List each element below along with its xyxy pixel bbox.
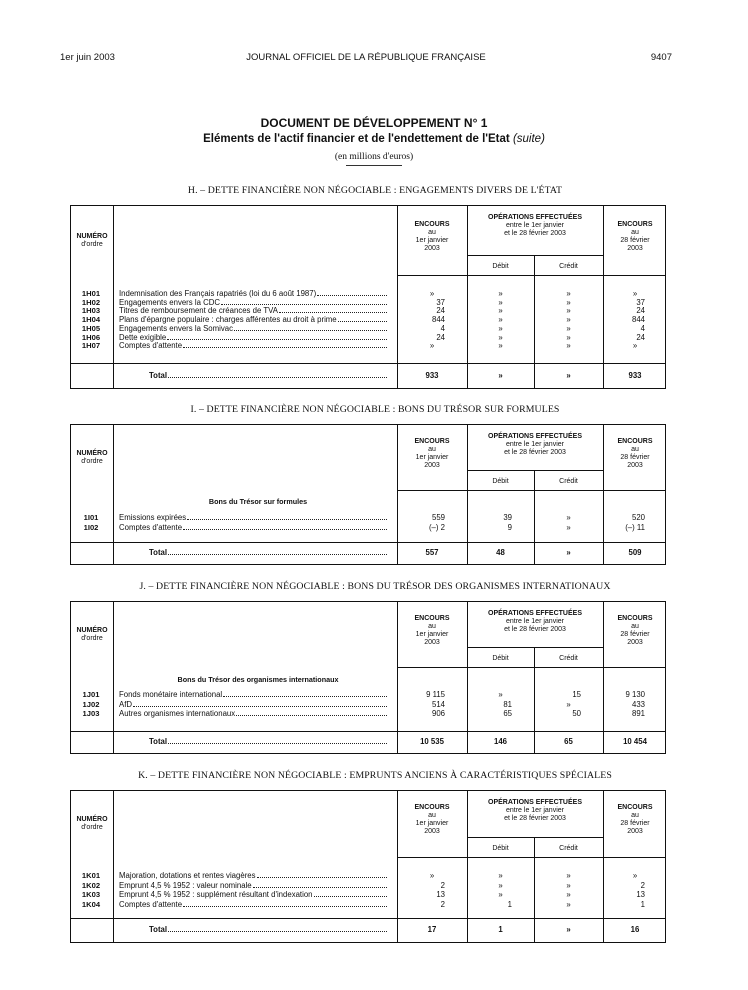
column-divider [113, 791, 114, 942]
row-label [119, 289, 387, 298]
credit-header: Crédit [559, 845, 578, 852]
row-value-start: » [429, 341, 435, 351]
row-value-start: 514 [431, 699, 445, 709]
leader-dots [223, 690, 387, 697]
leader-dots [234, 324, 387, 331]
encours-end-header [603, 221, 667, 253]
row-label-text: Plans d'épargne populaire : charges afférentes au droit à prime [119, 315, 337, 325]
section-subheading: Bons du Trésor des organismes internationaux [177, 675, 339, 684]
row-value-debit: » [498, 871, 503, 880]
row-value-end: 844 [631, 315, 645, 325]
encours-end-header-line: 28 février [620, 630, 650, 638]
operations-rule [467, 647, 603, 648]
row-label [119, 709, 387, 718]
row-value-start: 37 [436, 297, 445, 307]
encours-end-header-line: 28 février [620, 453, 650, 461]
leader-dots [221, 298, 387, 305]
encours-start-header-line: ENCOURS [414, 437, 450, 445]
row-value-credit: » [566, 297, 571, 307]
encours-start-header-line: au [428, 812, 436, 820]
row-value-debit: » [498, 306, 503, 316]
operations-header-line: OPÉRATIONS EFFECTUÉES [488, 433, 582, 440]
row-label-text: Emissions expirées [119, 513, 187, 522]
encours-start-header-line: au [428, 445, 436, 453]
leader-dots [168, 548, 387, 555]
row-value-credit: » [566, 341, 571, 351]
document-unit: (en millions d'euros) [334, 152, 414, 162]
leader-dots [167, 333, 387, 340]
debit-header: Débit [492, 478, 509, 485]
operations-header [467, 799, 603, 823]
header-journal: JOURNAL OFFICIEL DE LA RÉPUBLIQUE FRANÇAISE [246, 52, 486, 63]
encours-start-header-line: ENCOURS [414, 220, 450, 228]
row-value-debit: » [498, 890, 503, 899]
ordre-label: d'ordre [81, 457, 103, 465]
operations-header [467, 610, 603, 634]
total-rule [71, 363, 665, 364]
row-value-end: 520 [631, 513, 645, 522]
leader-dots [183, 900, 387, 907]
leader-dots [183, 341, 387, 348]
total-value-start: 557 [425, 548, 439, 557]
row-value-start: (–) 2 [428, 522, 445, 532]
numero-header [71, 233, 113, 249]
total-label-text: Total [149, 548, 168, 557]
credit-header: Crédit [559, 478, 578, 485]
leader-dots [253, 881, 387, 888]
row-value-start: 4 [440, 323, 445, 333]
row-label-text: Indemnisation des Français rapatriés (loi du 6 août 1987) [119, 289, 317, 298]
operations-header-line: OPÉRATIONS EFFECTUÉES [488, 214, 582, 221]
row-label [119, 690, 387, 699]
numero-header [71, 450, 113, 466]
operations-header [467, 433, 603, 457]
total-value-credit: » [566, 370, 571, 380]
debit-header: Débit [492, 263, 509, 270]
leader-dots [168, 925, 387, 932]
row-label-text: Emprunt 4,5 % 1952 : valeur nominale [119, 880, 252, 890]
leader-dots [133, 700, 387, 707]
encours-end-header-line: 2003 [627, 244, 643, 252]
debit-header: Débit [492, 655, 509, 662]
section-table [70, 424, 666, 565]
row-code: 1H06 [81, 332, 101, 342]
row-value-credit: » [566, 315, 571, 325]
document-subtitle-text: Eléments de l'actif financier et de l'endettement de l'Etat [203, 133, 510, 145]
row-value-start: » [429, 289, 435, 298]
encours-end-header-line: au [631, 445, 639, 453]
operations-header-line: entre le 1er janvier [506, 807, 564, 815]
row-value-credit: » [566, 699, 571, 709]
encours-end-header-line: 2003 [627, 461, 643, 469]
row-label [119, 871, 387, 880]
column-divider [113, 425, 114, 564]
row-label [119, 341, 387, 350]
section-title: K. – DETTE FINANCIÈRE NON NÉGOCIABLE : EMPRUNTS ANCIENS À CARACTÉRISTIQUES SPÉCIALES [138, 770, 612, 781]
section-title: J. – DETTE FINANCIÈRE NON NÉGOCIABLE : BONS DU TRÉSOR DES ORGANISMES INTERNATIONAUX [139, 581, 611, 592]
operations-rule [467, 837, 603, 838]
total-value-start: 933 [425, 370, 439, 380]
row-label [119, 298, 387, 307]
row-value-credit: » [566, 522, 571, 532]
ordre-label: d'ordre [81, 824, 103, 832]
numero-label: NUMÉRO [76, 232, 108, 240]
leader-dots [168, 737, 387, 744]
section-title: H. – DETTE FINANCIÈRE NON NÉGOCIABLE : ENGAGEMENTS DIVERS DE L'ÉTAT [187, 185, 563, 196]
column-divider [113, 206, 114, 388]
row-value-credit: » [566, 332, 571, 342]
encours-start-header-line: 1er janvier [415, 820, 449, 828]
row-label [119, 700, 387, 709]
row-code: 1J01 [82, 690, 100, 699]
total-label [149, 925, 387, 934]
total-value-credit: » [566, 548, 571, 557]
header-rule [397, 490, 665, 491]
row-value-credit: 50 [572, 709, 581, 718]
row-label [119, 333, 387, 342]
total-value-debit: » [498, 370, 503, 380]
row-value-end: » [632, 871, 638, 880]
total-label-text: Total [149, 370, 168, 380]
encours-start-header-line: au [428, 622, 436, 630]
row-value-end: 891 [631, 709, 645, 718]
total-value-debit: 1 [498, 925, 503, 934]
operations-header-line: et le 28 février 2003 [504, 815, 566, 823]
row-value-start: 9 115 [426, 690, 445, 699]
total-value-end: 16 [630, 925, 640, 934]
row-value-end: 4 [640, 323, 645, 333]
encours-start-header-line: 2003 [424, 638, 440, 646]
row-value-start: 559 [431, 513, 445, 522]
header-page-number: 9407 [650, 52, 672, 63]
total-label-text: Total [149, 925, 168, 934]
encours-end-header-line: au [631, 622, 639, 630]
total-value-debit: 48 [496, 548, 505, 557]
document-subtitle [0, 133, 748, 145]
total-value-end: 509 [628, 548, 642, 557]
row-label [119, 306, 387, 315]
row-label [119, 900, 387, 909]
row-label [119, 324, 387, 333]
row-value-debit: » [498, 332, 503, 342]
row-label-text: Comptes d'attente [119, 341, 183, 351]
encours-end-header-line: 28 février [620, 236, 650, 244]
debit-header: Débit [492, 845, 509, 852]
row-value-end: 13 [636, 890, 645, 899]
encours-end-header-line: ENCOURS [617, 614, 653, 622]
total-value-credit: » [566, 925, 571, 934]
operations-header-line: et le 28 février 2003 [504, 626, 566, 634]
operations-header [467, 214, 603, 238]
row-value-start: 13 [436, 890, 445, 899]
encours-start-header-line: 2003 [424, 828, 440, 836]
numero-label: NUMÉRO [76, 449, 108, 457]
row-value-debit: » [498, 690, 503, 699]
leader-dots [279, 306, 387, 313]
encours-end-header-line: ENCOURS [617, 220, 653, 228]
encours-end-header-line: ENCOURS [617, 804, 653, 811]
row-code: 1H02 [81, 297, 101, 307]
total-label [149, 548, 387, 557]
leader-dots [257, 871, 387, 878]
total-value-start: 17 [427, 925, 437, 934]
total-value-credit: 65 [564, 737, 573, 746]
total-value-end: 10 454 [623, 737, 647, 746]
row-value-start: 24 [436, 306, 445, 316]
row-code: 1H07 [81, 341, 101, 351]
row-value-debit: » [498, 315, 503, 325]
row-label-text: Engagements envers la Somivac [119, 323, 233, 333]
row-code: 1K04 [81, 899, 101, 909]
document-title: DOCUMENT DE DÉVELOPPEMENT N° 1 [260, 116, 488, 130]
row-code: 1H04 [81, 315, 101, 325]
total-rule [71, 731, 665, 732]
encours-start-header [397, 615, 467, 647]
leader-dots [338, 315, 387, 322]
title-divider [346, 165, 402, 166]
row-value-debit: 1 [507, 899, 512, 909]
encours-start-header [397, 804, 467, 836]
row-label-text: Majoration, dotations et rentes viagères [119, 871, 256, 880]
leader-dots [236, 709, 387, 716]
leader-dots [183, 523, 387, 530]
row-label-text: Engagements envers la CDC [119, 297, 220, 307]
row-label [119, 881, 387, 890]
row-code: 1K03 [81, 890, 101, 899]
row-value-debit: » [498, 341, 503, 351]
row-value-end: » [632, 341, 638, 351]
total-value-debit: 146 [493, 737, 507, 746]
row-value-start: 844 [431, 315, 445, 325]
header-rule [397, 667, 665, 668]
header-date: 1er juin 2003 [60, 52, 115, 63]
row-code: 1K02 [81, 880, 101, 890]
section-title: I. – DETTE FINANCIÈRE NON NÉGOCIABLE : BONS DU TRÉSOR SUR FORMULES [190, 404, 560, 415]
row-code: 1J02 [82, 699, 100, 709]
row-label [119, 523, 387, 532]
row-value-credit: » [566, 513, 571, 522]
row-value-credit: » [566, 880, 571, 890]
row-value-end: 9 130 [625, 690, 645, 699]
ordre-label: d'ordre [81, 240, 103, 248]
header-rule [397, 857, 665, 858]
encours-end-header-line: ENCOURS [617, 437, 653, 445]
row-value-end: 1 [640, 899, 645, 909]
section-table [70, 601, 666, 754]
row-label-text: Dette exigible [119, 332, 167, 342]
encours-start-header-line: 2003 [424, 244, 440, 252]
row-value-end: 24 [636, 332, 645, 342]
encours-end-header [603, 615, 667, 647]
operations-header-line: OPÉRATIONS EFFECTUÉES [488, 799, 582, 806]
operations-rule [467, 470, 603, 471]
total-value-end: 933 [628, 370, 642, 380]
numero-header [71, 816, 113, 832]
row-value-debit: » [498, 880, 503, 890]
numero-label: NUMÉRO [76, 626, 108, 634]
row-value-end: 2 [640, 880, 645, 890]
section-table [70, 790, 666, 943]
row-value-debit: » [498, 323, 503, 333]
encours-start-header-line: ENCOURS [414, 614, 450, 622]
row-value-start: 906 [431, 709, 445, 718]
row-label [119, 890, 387, 899]
header-rule [397, 275, 665, 276]
row-value-debit: 81 [503, 699, 512, 709]
total-label [149, 737, 387, 746]
leader-dots [187, 513, 387, 520]
total-label-text: Total [149, 737, 168, 746]
operations-header-line: et le 28 février 2003 [504, 230, 566, 238]
total-rule [71, 918, 665, 919]
leader-dots [317, 289, 387, 296]
operations-header-line: entre le 1er janvier [506, 618, 564, 626]
encours-start-header-line: au [428, 228, 436, 236]
row-label [119, 315, 387, 324]
total-rule [71, 542, 665, 543]
encours-end-header-line: au [631, 228, 639, 236]
encours-start-header [397, 438, 467, 470]
row-code: 1H03 [81, 306, 101, 316]
row-value-debit: 39 [503, 513, 512, 522]
row-label [119, 513, 387, 522]
row-value-credit: 15 [572, 690, 581, 699]
leader-dots [168, 371, 387, 378]
total-value-start: 10 535 [420, 737, 444, 746]
row-value-credit: » [566, 899, 571, 909]
row-value-debit: 65 [503, 709, 512, 718]
encours-end-header-line: au [631, 812, 639, 820]
operations-header-line: et le 28 février 2003 [504, 449, 566, 457]
encours-end-header-line: 28 février [620, 820, 650, 828]
ordre-label: d'ordre [81, 634, 103, 642]
operations-header-line: entre le 1er janvier [506, 222, 564, 230]
encours-end-header [603, 438, 667, 470]
row-value-start: 2 [440, 899, 445, 909]
row-value-end: 24 [636, 306, 645, 316]
row-code: 1H01 [81, 289, 101, 298]
row-value-debit: » [498, 297, 503, 307]
credit-header: Crédit [559, 263, 578, 270]
operations-rule [467, 255, 603, 256]
row-code: 1J03 [82, 709, 100, 718]
encours-start-header-line: 1er janvier [415, 453, 449, 461]
section-table [70, 205, 666, 389]
row-label-text: Fonds monétaire international [119, 690, 223, 699]
row-code: 1I01 [83, 513, 99, 522]
total-label [149, 371, 387, 380]
row-label-text: Autres organismes internationaux [119, 709, 236, 718]
encours-end-header-line: 2003 [627, 828, 643, 836]
row-code: 1K01 [81, 871, 101, 880]
row-value-debit: 9 [507, 522, 512, 532]
row-code: 1I02 [83, 522, 99, 532]
row-value-end: » [632, 289, 638, 298]
numero-header [71, 627, 113, 643]
credit-header: Crédit [559, 655, 578, 662]
document-subtitle-suffix: (suite) [512, 133, 545, 145]
operations-header-line: OPÉRATIONS EFFECTUÉES [488, 610, 582, 617]
row-value-end: 433 [631, 699, 645, 709]
row-value-start: 2 [440, 880, 445, 890]
operations-header-line: entre le 1er janvier [506, 441, 564, 449]
row-value-end: (–) 11 [625, 522, 645, 532]
encours-start-header-line: 1er janvier [415, 630, 449, 638]
section-subheading: Bons du Trésor sur formules [208, 497, 308, 506]
row-value-credit: » [566, 871, 571, 880]
row-value-start: 24 [436, 332, 445, 342]
encours-start-header-line: 2003 [424, 461, 440, 469]
row-value-credit: » [566, 289, 571, 298]
encours-start-header-line: 1er janvier [415, 236, 449, 244]
encours-end-header [603, 804, 667, 836]
row-label-text: Titres de remboursement de créances de TVA [119, 306, 278, 316]
encours-start-header [397, 221, 467, 253]
encours-start-header-line: ENCOURS [414, 804, 450, 811]
row-value-credit: » [566, 306, 571, 316]
row-label-text: AfD [119, 699, 132, 709]
row-code: 1H05 [81, 323, 101, 333]
row-value-end: 37 [636, 297, 645, 307]
row-label-text: Comptes d'attente [119, 522, 183, 532]
row-value-start: » [429, 871, 435, 880]
row-value-debit: » [498, 289, 503, 298]
row-label-text: Comptes d'attente [119, 899, 183, 909]
leader-dots [314, 890, 388, 897]
row-value-credit: » [566, 323, 571, 333]
row-label-text: Emprunt 4,5 % 1952 : supplément résultant d'indexation [119, 890, 313, 899]
numero-label: NUMÉRO [76, 816, 108, 823]
encours-end-header-line: 2003 [627, 638, 643, 646]
row-value-credit: » [566, 890, 571, 899]
